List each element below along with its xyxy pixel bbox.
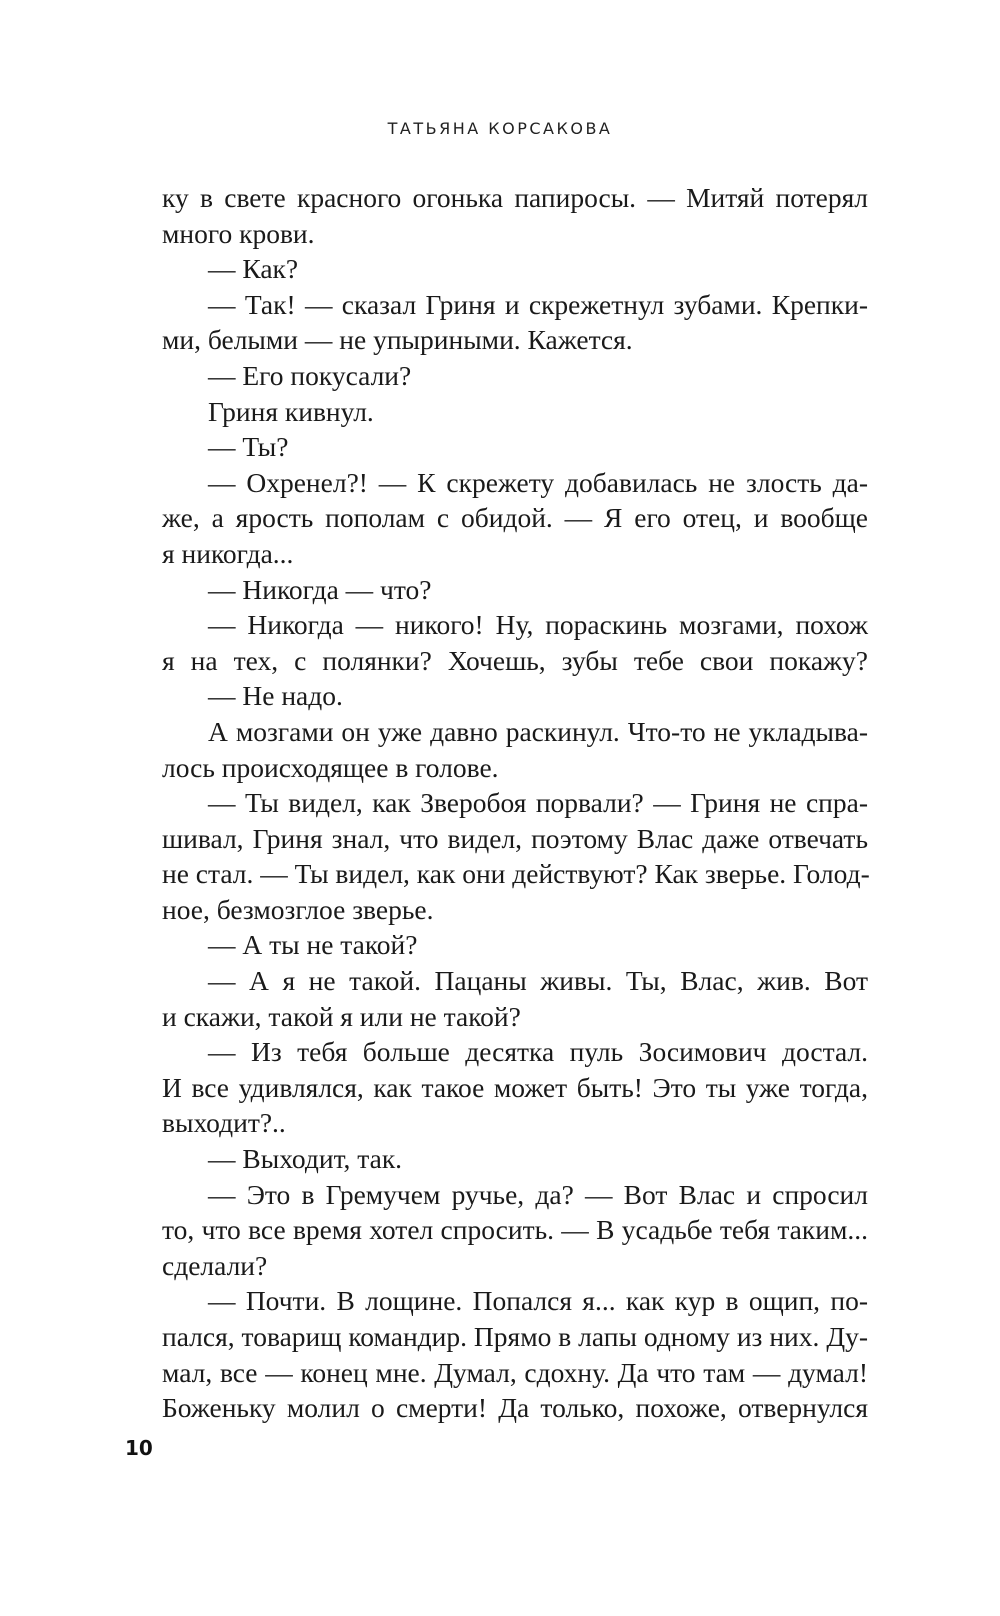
- text-line: — Ты видел, как Зверобоя порвали? — Гриня не спра-: [208, 787, 868, 819]
- text-line: много крови.: [162, 217, 315, 249]
- text-line: выходит?..: [162, 1107, 286, 1139]
- page-number: 10: [125, 1436, 153, 1460]
- text-line: лось происходящее в голове.: [162, 751, 499, 783]
- text-line: — А ты не такой?: [208, 929, 418, 961]
- text-line: — Ты?: [208, 431, 289, 463]
- text-line: — Как?: [208, 253, 299, 285]
- text-line: не стал. — Ты видел, как они действуют? Как зверье. Голод-: [162, 858, 870, 890]
- text-line: — А я не такой. Пацаны живы. Ты, Влас, жив. Вот: [208, 965, 868, 997]
- text-line: пался, товарищ командир. Прямо в лапы одному из них. Ду-: [162, 1321, 868, 1352]
- text-line: — Так! — сказал Гриня и скрежетнул зубами. Крепки-: [208, 288, 868, 320]
- text-line: ное, безмозглое зверье.: [162, 893, 434, 925]
- text-line: — Никогда — никого! Ну, пораскинь мозгами, похож: [208, 609, 868, 641]
- running-title: ТАТЬЯНА КОРСАКОВА: [387, 119, 613, 138]
- text-line: — Почти. В лощине. Попался я... как кур в ощип, по-: [208, 1285, 868, 1317]
- text-line: и скажи, такой я или не такой?: [162, 1000, 521, 1032]
- body-text: [162, 180, 868, 1426]
- text-line: мал, все — конец мне. Думал, сдохну. Да что там — думал!: [162, 1356, 868, 1388]
- text-line: ми, белыми — не упыриными. Кажется.: [162, 324, 633, 356]
- text-line: — Из тебя больше десятка пуль Зосимович достал.: [208, 1036, 868, 1068]
- text-line: — Никогда — что?: [208, 573, 432, 605]
- text-line: то, что все время хотел спросить. — В усадьбе тебя таким...: [162, 1214, 868, 1246]
- text-line: А мозгами он уже давно раскинул. Что-то не укладыва-: [208, 715, 868, 747]
- text-line: сделали?: [162, 1249, 268, 1281]
- text-line: Боженьку молил о смерти! Да только, похоже, отвернулся: [162, 1392, 868, 1424]
- text-line: — Выходит, так.: [208, 1143, 403, 1175]
- text-line: — Его покусали?: [208, 359, 412, 391]
- text-line: я на тех, с полянки? Хочешь, зубы тебе свои покажу?: [162, 644, 868, 676]
- text-line: шивал, Гриня знал, что видел, поэтому Влас даже отвечать: [162, 822, 868, 854]
- text-line: — Это в Гремучем ручье, да? — Вот Влас и спросил: [208, 1178, 868, 1210]
- text-line: я никогда...: [162, 537, 294, 569]
- text-line: И все удивлялся, как такое может быть! Это ты уже тогда,: [162, 1071, 868, 1103]
- text-line: ку в свете красного огонька папиросы. — Митяй потерял: [162, 182, 868, 213]
- text-line: же, а ярость пополам с обидой. — Я его отец, и вообще: [162, 502, 868, 534]
- text-line: — Не надо.: [208, 680, 343, 712]
- text-line: Гриня кивнул.: [208, 395, 374, 427]
- text-line: — Охренел?! — К скрежету добавилась не злость да-: [208, 466, 868, 498]
